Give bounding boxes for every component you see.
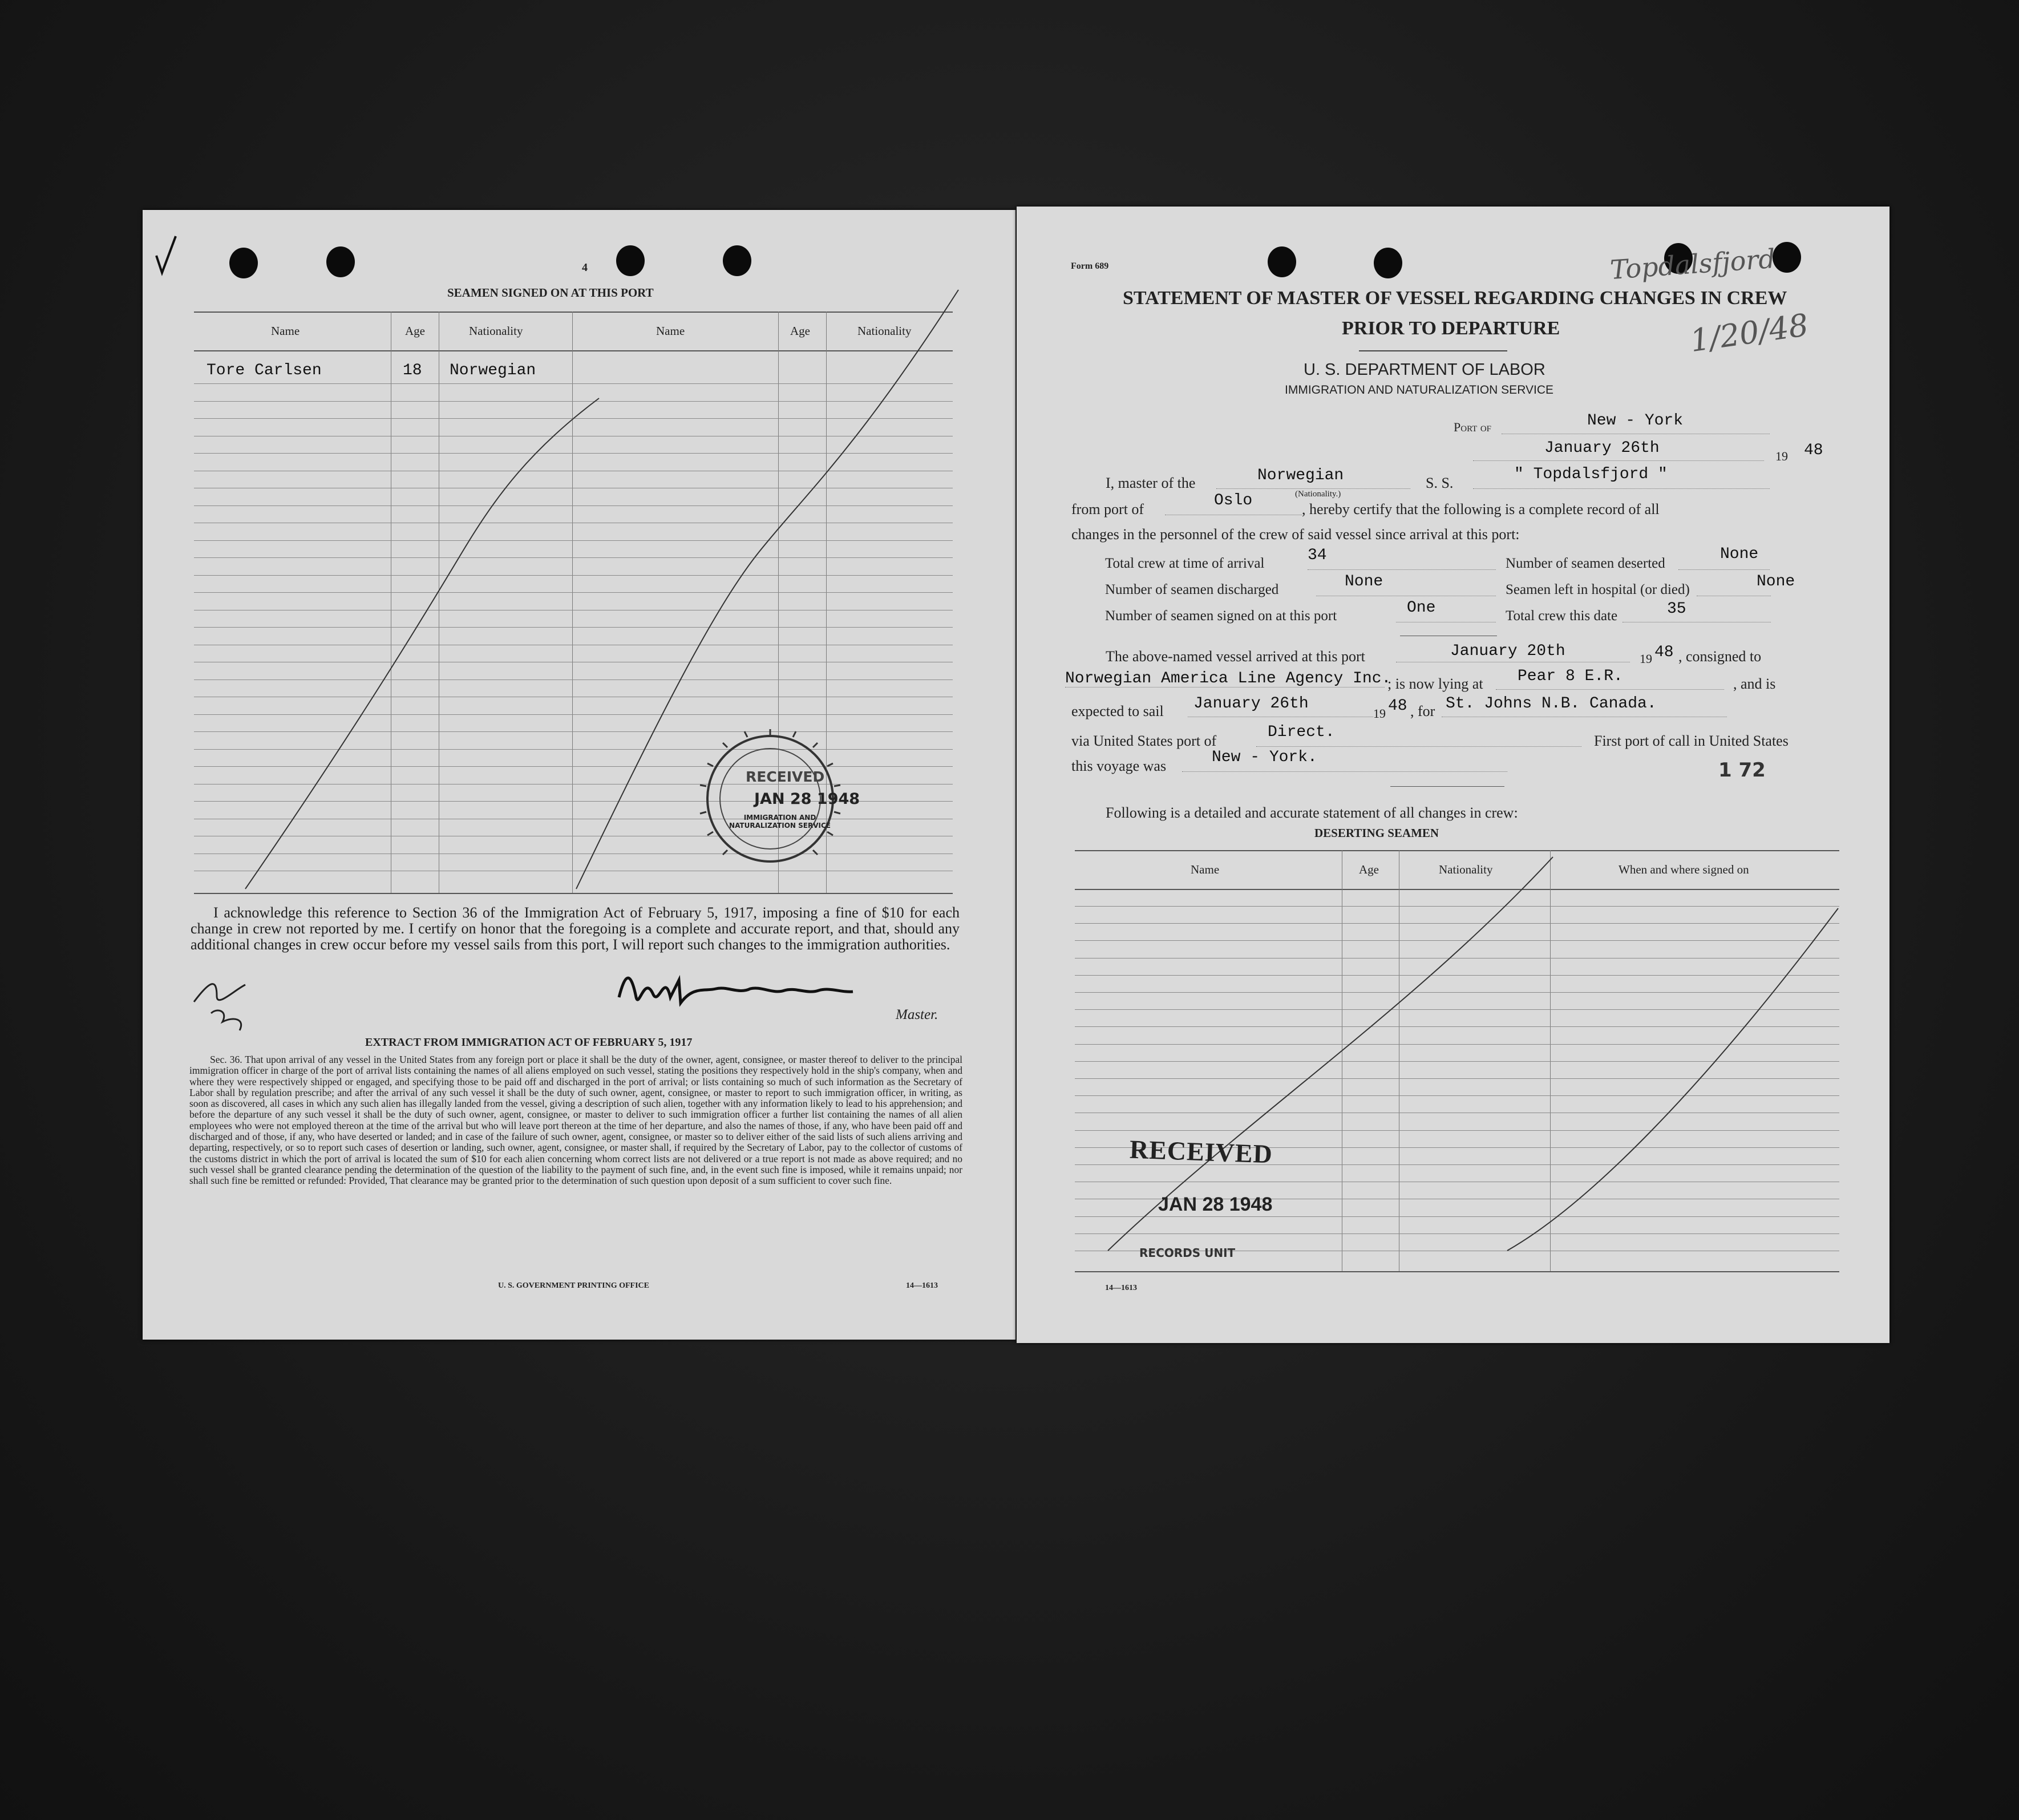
service-name: IMMIGRATION AND NATURALIZATION SERVICE: [1285, 383, 1553, 397]
total-crew-arrival-label: Total crew at time of arrival: [1105, 556, 1265, 571]
hospital-label: Seamen left in hospital (or died): [1506, 582, 1690, 597]
year-value: 48: [1804, 442, 1823, 459]
received-date: JAN 28 1948: [1158, 1194, 1273, 1215]
crew-age: 18: [403, 362, 422, 379]
header-nationality: Nationality: [857, 324, 912, 338]
extract-text: Sec. 36. That upon arrival of any vessel in the United States from any foreign port or place it shall be the duty of the owner, agent, consignee, or master thereof to deliver to the principal immigration officer in charge of the port of arrival lists containing the names of all aliens employed on such vessel, stating the positions they respectively hold in the ship's company, when and where they were respectively shipped or engaged, and specifying those to be paid off and discharged in the port of arrival; or lists containing so much of such information as the Secretary of Labor shall by regulation prescribe; and after the arrival of any such vessel it shall be the duty of such owner, agent, consignee, or master to report to such immigration officer, in writing, as soon as discovered, all cases in which any such alien has illegally landed from the vessel, giving a description of such alien, together with any information likely to lead to his apprehension; and before the departure of any such vessel it shall be the duty of such owner, agent, consignee, or master to deliver to such immigration officer a further list containing the names of all alien employees who were not employed thereon at the time of the arrival but who will leave port thereon at the time of her departure, and also the names of those, if any, who have been paid off and discharged and of those, if any, who have deserted or landed; and in case of the failure of such owner, agent, consignee, or master so to deliver either of the said lists of such aliens arriving and departing, respectively, or so to report such cases of desertion or landing, such owner, agent, consignee, or master shall, if required by the Secretary of Labor, pay to the collector of customs of the customs district in which the port of arrival is located the sum of $10 for each alien concerning whom correct lists are not delivered or a true report is not made as above required; and no such vessel shall be granted clearance pending the determination of the question of the liability to the payment of such fine, and, in the event such fine is imposed, while it remains unpaid; nor shall such fine be remitted or refunded: Provided, That clearance may be granted prior to the determination of such question upon deposit of a sum sufficient to cover such fine.: [189, 1054, 962, 1187]
agency-name: U. S. DEPARTMENT OF LABOR: [1304, 361, 1545, 379]
lying-label: ; is now lying at: [1387, 676, 1483, 692]
destination-value: St. Johns N.B. Canada.: [1446, 695, 1657, 713]
master-of-label: I, master of the: [1106, 475, 1196, 491]
round-stamp-top: RECEIVED: [746, 769, 825, 785]
cancel-strokes: [1017, 207, 1889, 1343]
expected-label: expected to sail: [1071, 703, 1164, 719]
expected-year-prefix: 19: [1373, 706, 1386, 721]
page-number: 4: [582, 261, 588, 274]
nationality-caption: (Nationality.): [1295, 490, 1341, 499]
for-label: , for: [1410, 703, 1435, 719]
crew-nationality: Norwegian: [450, 362, 536, 379]
discharged-label: Number of seamen discharged: [1105, 582, 1279, 597]
consigned-label: , consigned to: [1678, 648, 1762, 665]
port-label: Port of: [1454, 420, 1492, 434]
acknowledgement-text: I acknowledge this reference to Section 36 of the Immigration Act of February 5, 1917, imposing a fine of $10 for each change in crew not reported by me. I certify on honor that the foregoing is a complete and accurate report, and that, should any additional changes in crew occur before my vessel sails from this port, I will report such changes to the immigration authorities.: [191, 904, 960, 953]
form-code: 14—1613: [1105, 1284, 1137, 1292]
expected-year: 48: [1388, 697, 1407, 715]
this-voyage-value: New - York.: [1212, 749, 1317, 766]
this-voyage-label: this voyage was: [1071, 758, 1167, 774]
crew-name: Tore Carlsen: [207, 362, 322, 379]
arrived-value: January 20th: [1450, 642, 1565, 660]
master-label: Master.: [896, 1007, 938, 1022]
header-nationality: Nationality: [1439, 863, 1493, 876]
expected-value: January 26th: [1193, 695, 1309, 713]
ship-name: " Topdalsfjord ": [1514, 466, 1668, 483]
arrived-label: The above-named vessel arrived at this port: [1106, 648, 1365, 665]
left-page: [143, 210, 1015, 1340]
arrived-year-prefix: 19: [1640, 652, 1652, 666]
right-page: [1017, 207, 1889, 1343]
form-number: Form 689: [1071, 261, 1109, 271]
form-title-line2: PRIOR TO DEPARTURE: [1342, 318, 1560, 339]
statement-date: January 26th: [1544, 439, 1660, 457]
ss-label: S. S.: [1426, 475, 1454, 491]
changes-text: changes in the personnel of the crew of said vessel since arrival at this port:: [1071, 526, 1520, 543]
total-crew-arrival-value: 34: [1308, 547, 1327, 564]
header-name: Name: [1191, 863, 1220, 876]
initials-mark: [183, 968, 268, 1036]
from-port-label: from port of: [1071, 501, 1144, 517]
deserted-value: None: [1720, 545, 1759, 563]
header-name: Name: [271, 324, 300, 338]
following-text: Following is a detailed and accurate statement of all changes in crew:: [1106, 804, 1518, 821]
printer-imprint: U. S. GOVERNMENT PRINTING OFFICE: [498, 1281, 649, 1290]
handwritten-date: 1/20/48: [1688, 306, 1811, 359]
via-label: via United States port of: [1071, 733, 1217, 749]
total-crew-date-value: 35: [1667, 600, 1686, 618]
header-age: Age: [405, 324, 425, 338]
consignee-value: Norwegian America Line Agency Inc.: [1065, 670, 1391, 687]
total-crew-date-label: Total crew this date: [1506, 608, 1618, 624]
and-is-text: , and is: [1733, 676, 1776, 692]
signed-on-label: Number of seamen signed on at this port: [1105, 608, 1337, 624]
lying-value: Pear 8 E.R.: [1518, 668, 1623, 685]
master-signature: [613, 963, 887, 1017]
extract-title: EXTRACT FROM IMMIGRATION ACT OF FEBRUARY 5, 1917: [365, 1036, 693, 1049]
form-title-line1: STATEMENT OF MASTER OF VESSEL REGARDING CHANGES IN CREW: [1123, 288, 1787, 309]
stamp-number: 1 72: [1718, 759, 1766, 782]
handwritten-ship: Topdalsfjord: [1609, 242, 1777, 286]
round-stamp-date: JAN 28 1948: [754, 790, 860, 808]
nationality-value: Norwegian: [1257, 467, 1344, 484]
arrived-year: 48: [1654, 644, 1674, 661]
deserted-label: Number of seamen deserted: [1506, 556, 1665, 571]
header-name: Name: [656, 324, 685, 338]
via-value: Direct.: [1268, 723, 1335, 741]
round-stamp-bottom: IMMIGRATION AND NATURALIZATION SERVICE: [729, 814, 831, 830]
seamen-signed-title: SEAMEN SIGNED ON AT THIS PORT: [447, 286, 654, 300]
header-age: Age: [1359, 863, 1379, 876]
hospital-value: None: [1757, 573, 1795, 591]
signed-on-value: One: [1407, 599, 1436, 617]
discharged-value: None: [1345, 573, 1383, 591]
deserting-title: DESERTING SEAMEN: [1314, 826, 1439, 840]
form-code: 14—1613: [906, 1281, 938, 1290]
header-nationality: Nationality: [469, 324, 523, 338]
header-age: Age: [790, 324, 810, 338]
received-stamp: RECEIVED: [1129, 1134, 1273, 1169]
certify-text: , hereby certify that the following is a complete record of all: [1302, 501, 1660, 517]
year-prefix: 19: [1775, 449, 1788, 463]
from-port-value: Oslo: [1214, 492, 1253, 509]
records-unit-stamp: RECORDS UNIT: [1139, 1246, 1236, 1260]
header-when-where: When and where signed on: [1619, 863, 1749, 876]
port-value: New - York: [1587, 412, 1684, 430]
first-port-label: First port of call in United States: [1594, 733, 1789, 749]
